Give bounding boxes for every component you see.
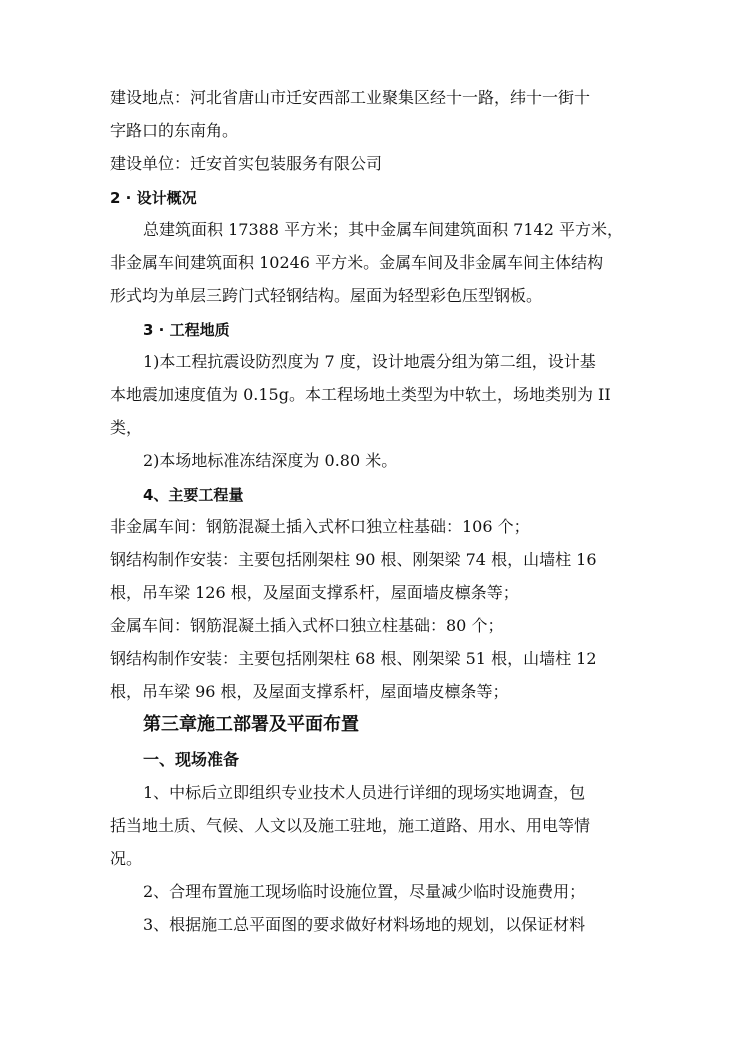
quantities-heading: 4、主要工程量 bbox=[143, 486, 244, 504]
geology-heading: 3 · 工程地质 bbox=[143, 321, 230, 339]
geology-paragraph-line: 1)本工程抗震设防烈度为 7 度，设计地震分组为第二组，设计基 bbox=[143, 352, 596, 371]
design-heading: 2 · 设计概况 bbox=[110, 189, 197, 207]
site-line-2: 字路口的东南角。 bbox=[110, 121, 239, 140]
quantities-line: 钢结构制作安装：主要包括刚架柱 68 根、刚架梁 51 根，山墙柱 12 bbox=[110, 649, 597, 668]
geology-paragraph-line: 本地震加速度值为 0.15g。本工程场地土类型为中软土，场地类别为 II bbox=[110, 385, 611, 404]
quantities-line: 根，吊车梁 126 根，及屋面支撑系杆，屋面墙皮檩条等； bbox=[110, 583, 519, 602]
quantities-line: 非金属车间：钢筋混凝土插入式杯口独立柱基础：106 个； bbox=[110, 517, 530, 536]
chapter-title: 第三章施工部署及平面布置 bbox=[143, 714, 359, 735]
preparation-item-line: 况。 bbox=[110, 849, 143, 868]
site-line-1: 建设地点：河北省唐山市迁安西部工业聚集区经十一路，纬十一街十 bbox=[110, 88, 591, 107]
preparation-item-line: 1、中标后立即组织专业技术人员进行详细的现场实地调查，包 bbox=[143, 783, 586, 802]
construction-unit: 建设单位：迁安首实包装服务有限公司 bbox=[110, 154, 383, 173]
quantities-line: 金属车间：钢筋混凝土插入式杯口独立柱基础：80 个； bbox=[110, 616, 504, 635]
design-paragraph-line: 非金属车间建筑面积 10246 平方米。金属车间及非金属车间主体结构 bbox=[110, 253, 604, 272]
design-paragraph-line: 总建筑面积 17388 平方米；其中金属车间建筑面积 7142 平方米， bbox=[143, 220, 623, 239]
preparation-item-line: 括当地土质、气候、人文以及施工驻地，施工道路、用水、用电等情 bbox=[110, 816, 591, 835]
preparation-item-line: 2、合理布置施工现场临时设施位置，尽量减少临时设施费用； bbox=[143, 882, 586, 901]
section-heading: 一、现场准备 bbox=[143, 750, 240, 769]
quantities-line: 根，吊车梁 96 根，及屋面支撑系杆，屋面墙皮檩条等； bbox=[110, 682, 509, 701]
geology-paragraph-line: 类， bbox=[110, 418, 143, 437]
preparation-item-line: 3、根据施工总平面图的要求做好材料场地的规划，以保证材料 bbox=[143, 915, 586, 934]
design-paragraph-line: 形式均为单层三跨门式轻钢结构。屋面为轻型彩色压型钢板。 bbox=[110, 286, 543, 305]
quantities-line: 钢结构制作安装：主要包括刚架柱 90 根、刚架梁 74 根，山墙柱 16 bbox=[110, 550, 597, 569]
geology-paragraph-line: 2)本场地标准冻结深度为 0.80 米。 bbox=[143, 451, 398, 470]
